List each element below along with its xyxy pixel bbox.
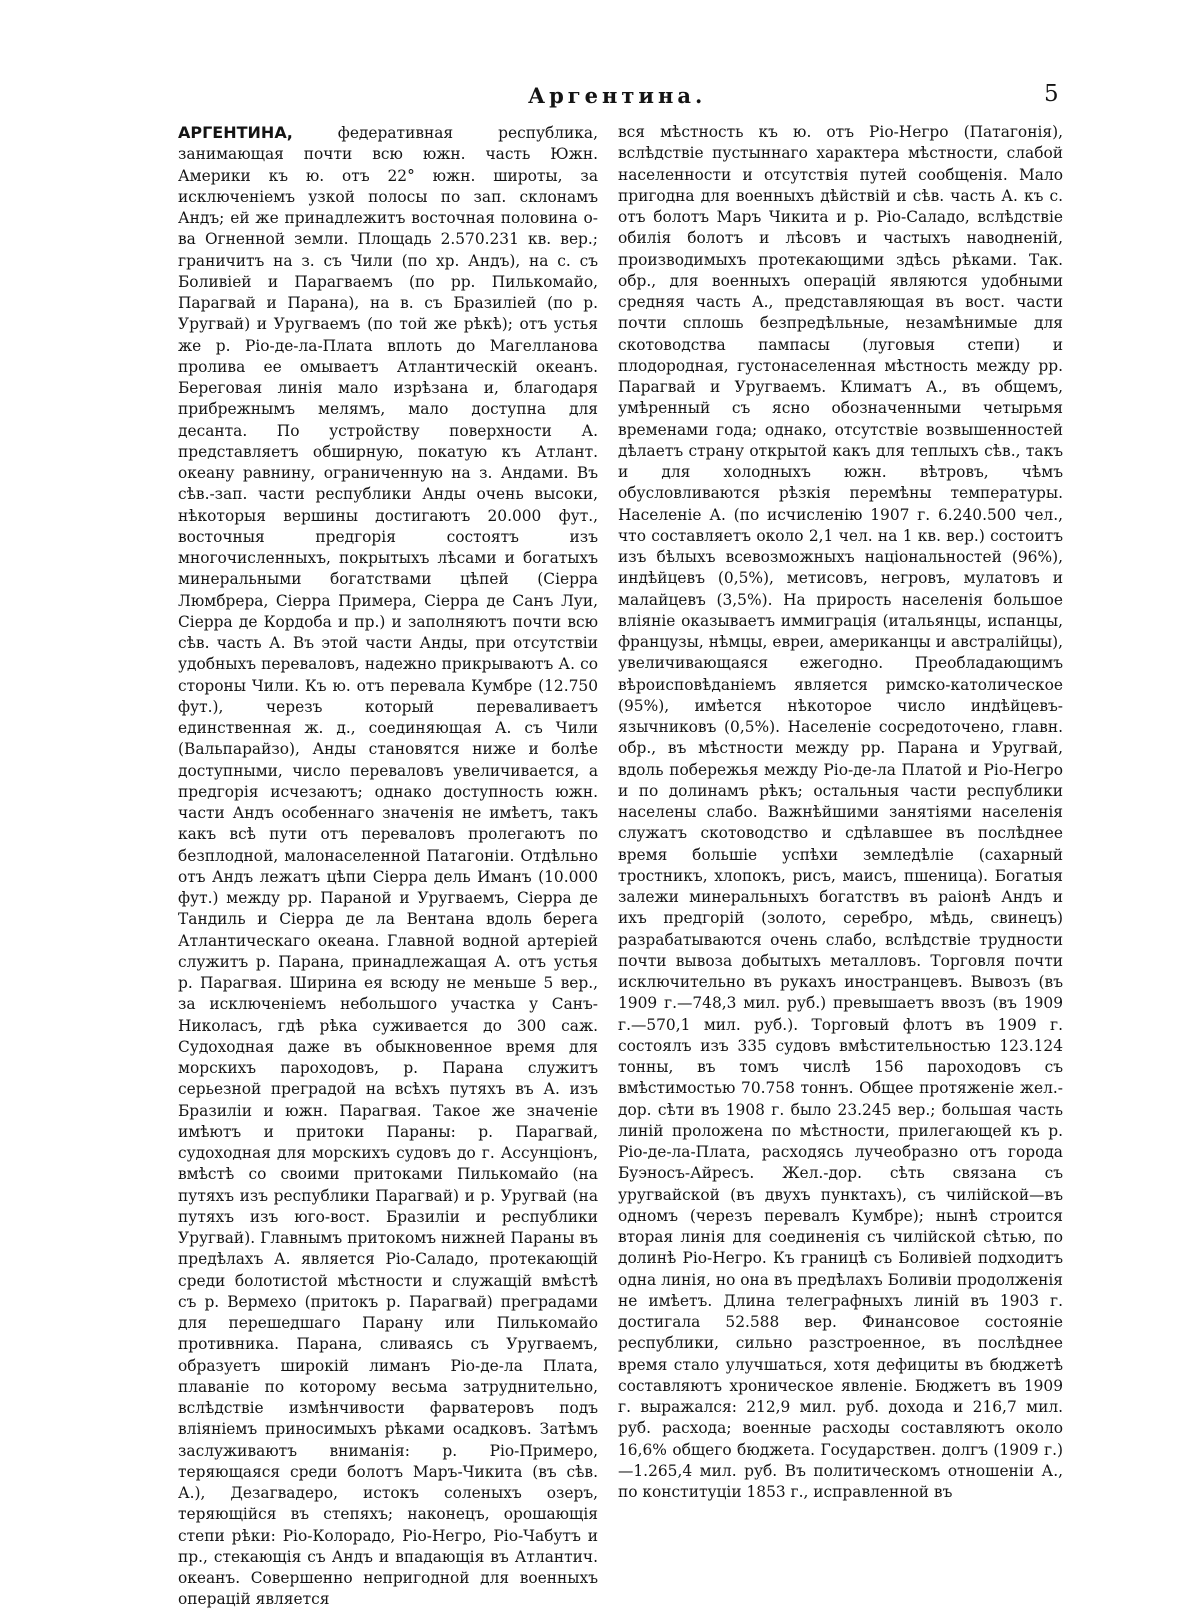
- left-column: [178, 122, 598, 1609]
- right-column: [618, 122, 1063, 1542]
- running-title: Аргентина.: [528, 83, 707, 108]
- right-column-text: вся мѣстность къ ю. отъ Ріо-Негро (Патагонія), вслѣдствіе пустыннаго характера мѣстности, слабой населенности и отсутствія путей сообщенія. Мало пригодна для военныхъ дѣйствій и сѣв. часть А. къ с. отъ болотъ Маръ Чикита и р. Ріо-Саладо, вслѣдствіе обилія болотъ и лѣсовъ и частыхъ наводненій, производимыхъ протекающими здѣсь рѣками. Так. обр., для военныхъ операцій являются удобными средняя часть А., представляющая въ вост. части почти сплошь безпредѣльные, незамѣнимые для скотоводства пампасы (луговыя степи) и плодородная, густонаселенная мѣстность между рр. Парагвай и Уругваемъ. Климатъ А., въ общемъ, умѣренный съ ясно обозначенными четырьмя временами года; однако, отсутствіе возвышенностей дѣлаетъ страну открытой какъ для теплыхъ сѣв., такъ и для холодныхъ южн. вѣтровъ, чѣмъ обусловливаются рѣзкія перемѣны температуры. Населеніе А. (по исчисленію 1907 г. 6.240.500 чел., что составляетъ около 2,1 чел. на 1 кв. вер.) состоитъ изъ бѣлыхъ всевозможныхъ національностей (96%), индѣйцевъ (0,5%), метисовъ, негровъ, мулатовъ и малайцевъ (3,5%). На прирость населенія большое вліяніе оказываетъ иммиграція (итальянцы, испанцы, французы, нѣмцы, евреи, американцы и австралійцы), увеличивающаяся ежегодно. Преобладающимъ вѣроисповѣданіемъ является римско-католическое (95%), имѣется нѣкоторое число индѣйцевъ-язычниковъ (0,5%). Населеніе сосредоточено, главн. обр., въ мѣстности между рр. Парана и Уругвай, вдоль побережья между Ріо-де-ла Платой и Ріо-Негро и по долинамъ рѣкъ; остальныя части республики населены слабо. Важнѣйшими занятіями населенія служатъ скотоводство и сдѣлавшее въ послѣднее время большіе успѣхи земледѣліе (сахарный тростникъ, хлопокъ, рисъ, маисъ, пшеница). Богатыя залежи минеральныхъ богатствъ въ раіонѣ Андъ и ихъ предгорій (золото, серебро, мѣдь, свинецъ) разрабатываются очень слабо, вслѣдствіе трудности почти вывоза добытыхъ металловъ. Торговля почти исключительно въ рукахъ иностранцевъ. Вывозъ (въ 1909 г.—748,3 мил. руб.) превышаетъ ввозъ (въ 1909 г.—570,1 мил. руб.). Торговый флотъ въ 1909 г. состоялъ изъ 335 судовъ вмѣстительностью 123.124 тонны, въ томъ числѣ 156 пароходовъ съ вмѣстимостью 70.758 тоннъ. Общее протяженіе жел.-дор. сѣти въ 1908 г. было 23.245 вер.; большая часть линій проложена по мѣстности, прилегающей къ р. Ріо-де-ла-Плата, расходясь лучеобразно отъ города Буэносъ-Айресъ. Жел.-дор. сѣть связана съ уругвайской (въ двухъ пунктахъ), съ чилійской—въ одномъ (черезъ перевалъ Кумбре); нынѣ строится вторая линія для соединенія съ чилійской сѣтью, по долинѣ Ріо-Негро. Къ границѣ съ Боливіей подходитъ одна линія, но она въ предѣлахъ Боливіи продолженія не имѣетъ. Длина телеграфныхъ линій въ 1903 г. достигала 52.588 вер. Финансовое состояніе республики, сильно разстроенное, въ послѣднее время стало улучшаться, хотя дефициты въ бюджетѣ составляютъ хроническое явленіе. Бюджетъ въ 1909 г. выражался: 212,9 мил. руб. дохода и 216,7 мил. руб. расхода; военные расходы составляютъ около 16,6% общего бюджета. Государствен. долгъ (1909 г.)—1.265,4 мил. руб. Въ политическомъ отношеніи А., по конституціи 1853 г., исправленной въ: [618, 123, 1063, 1501]
- article-paragraph-continuation: [618, 122, 1063, 1503]
- running-head: [0, 83, 1191, 117]
- article-paragraph-start: [178, 122, 598, 1611]
- article-headword: АРГЕНТИНА,: [178, 123, 293, 142]
- page-number: 5: [1044, 81, 1059, 107]
- left-column-text: федеративная республика, занимающая почти всю южн. часть Южн. Америки къ ю. отъ 22° южн. широты, за исключеніемъ узкой полосы по зап. склонамъ Андъ; ей же принадлежитъ восточная половина о-ва Огненной земли. Площадь 2.570.231 кв. вер.; граничитъ на з. съ Чили (по хр. Андъ), на с. съ Боливіей и Парагваемъ (по рр. Пилькомайо, Парагвай и Парана), на в. съ Бразиліей (по р. Уругвай) и Уругваемъ (по той же рѣкѣ); отъ устья же р. Ріо-де-ла-Плата вплоть до Магелланова пролива ее омываетъ Атлантическій океанъ. Береговая линія мало изрѣзана и, благодаря прибрежнымъ мелямъ, мало доступна для десанта. По устройству поверхности А. представляетъ обширную, покатую къ Атлант. океану равнину, ограниченную на з. Андами. Въ сѣв.-зап. части республики Анды очень высоки, нѣкоторыя вершины достигаютъ 20.000 фут., восточныя предгорія состоятъ изъ многочисленныхъ, покрытыхъ лѣсами и богатыхъ минеральными богатствами цѣпей (Сіерра Люмбрера, Сіерра Примера, Сіерра де Санъ Луи, Сіерра де Кордоба и пр.) и заполняютъ почти всю сѣв. часть А. Въ этой части Анды, при отсутствіи удобныхъ переваловъ, надежно прикрываютъ А. со стороны Чили. Къ ю. отъ перевала Кумбре (12.750 фут.), черезъ который переваливаетъ единственная ж. д., соединяющая А. съ Чили (Вальпарайзо), Анды становятся ниже и болѣе доступными, число переваловъ увеличивается, а предгорія исчезаютъ; однако доступность южн. части Андъ особеннаго значенія не имѣетъ, такъ какъ всѣ пути отъ переваловъ пролегаютъ по безплодной, малонаселенной Патагоніи. Отдѣльно отъ Андъ лежатъ цѣпи Сіерра дель Иманъ (10.000 фут.) между рр. Параной и Уругваемъ, Сіерра де Тандиль и Сіерра де ла Вентана вдоль берега Атлантическаго океана. Главной водной артеріей служитъ р. Парана, принадлежащая А. отъ устья р. Парагвая. Ширина ея всюду не меньше 5 вер., за исключеніемъ небольшого участка у Санъ-Николасъ, гдѣ рѣка суживается до 300 саж. Судоходная даже въ обыкновенное время для морскихъ пароходовъ, р. Парана служитъ серьезной преградой на всѣхъ путяхъ въ А. изъ Бразиліи и южн. Парагвая. Такое же значеніе имѣютъ и притоки Параны: р. Парагвай, судоходная для морскихъ судовъ до г. Ассунціонъ, вмѣстѣ со своими притоками Пилькомайо (на путяхъ изъ республики Парагвай) и р. Уругвай (на путяхъ изъ юго-вост. Бразиліи и республики Уругвай). Главнымъ притокомъ нижней Параны въ предѣлахъ А. является Ріо-Саладо, протекающій среди болотистой мѣстности и служащій вмѣстѣ съ р. Вермехо (притокъ р. Парагвай) преградами для перешедшаго Парану или Пилькомайо противника. Парана, сливаясь съ Уругваемъ, образуетъ широкій лиманъ Ріо-де-ла Плата, плаваніе по которому весьма затруднительно, вслѣдствіе измѣнчивости фарватеровъ подъ вліяніемъ приносимыхъ рѣками осадковъ. Затѣмъ заслуживаютъ вниманія: р. Ріо-Примеро, теряющаяся среди болотъ Маръ-Чикита (въ сѣв. А.), Дезагвадеро, истокъ соленыхъ озеръ, теряющійся въ степяхъ; наконецъ, орошающія степи рѣки: Ріо-Колорадо, Ріо-Негро, Ріо-Чабутъ и пр., стекающія съ Андъ и впадающія въ Атлантич. океанъ. Совершенно непригодной для военныхъ операцій является: [178, 124, 598, 1609]
